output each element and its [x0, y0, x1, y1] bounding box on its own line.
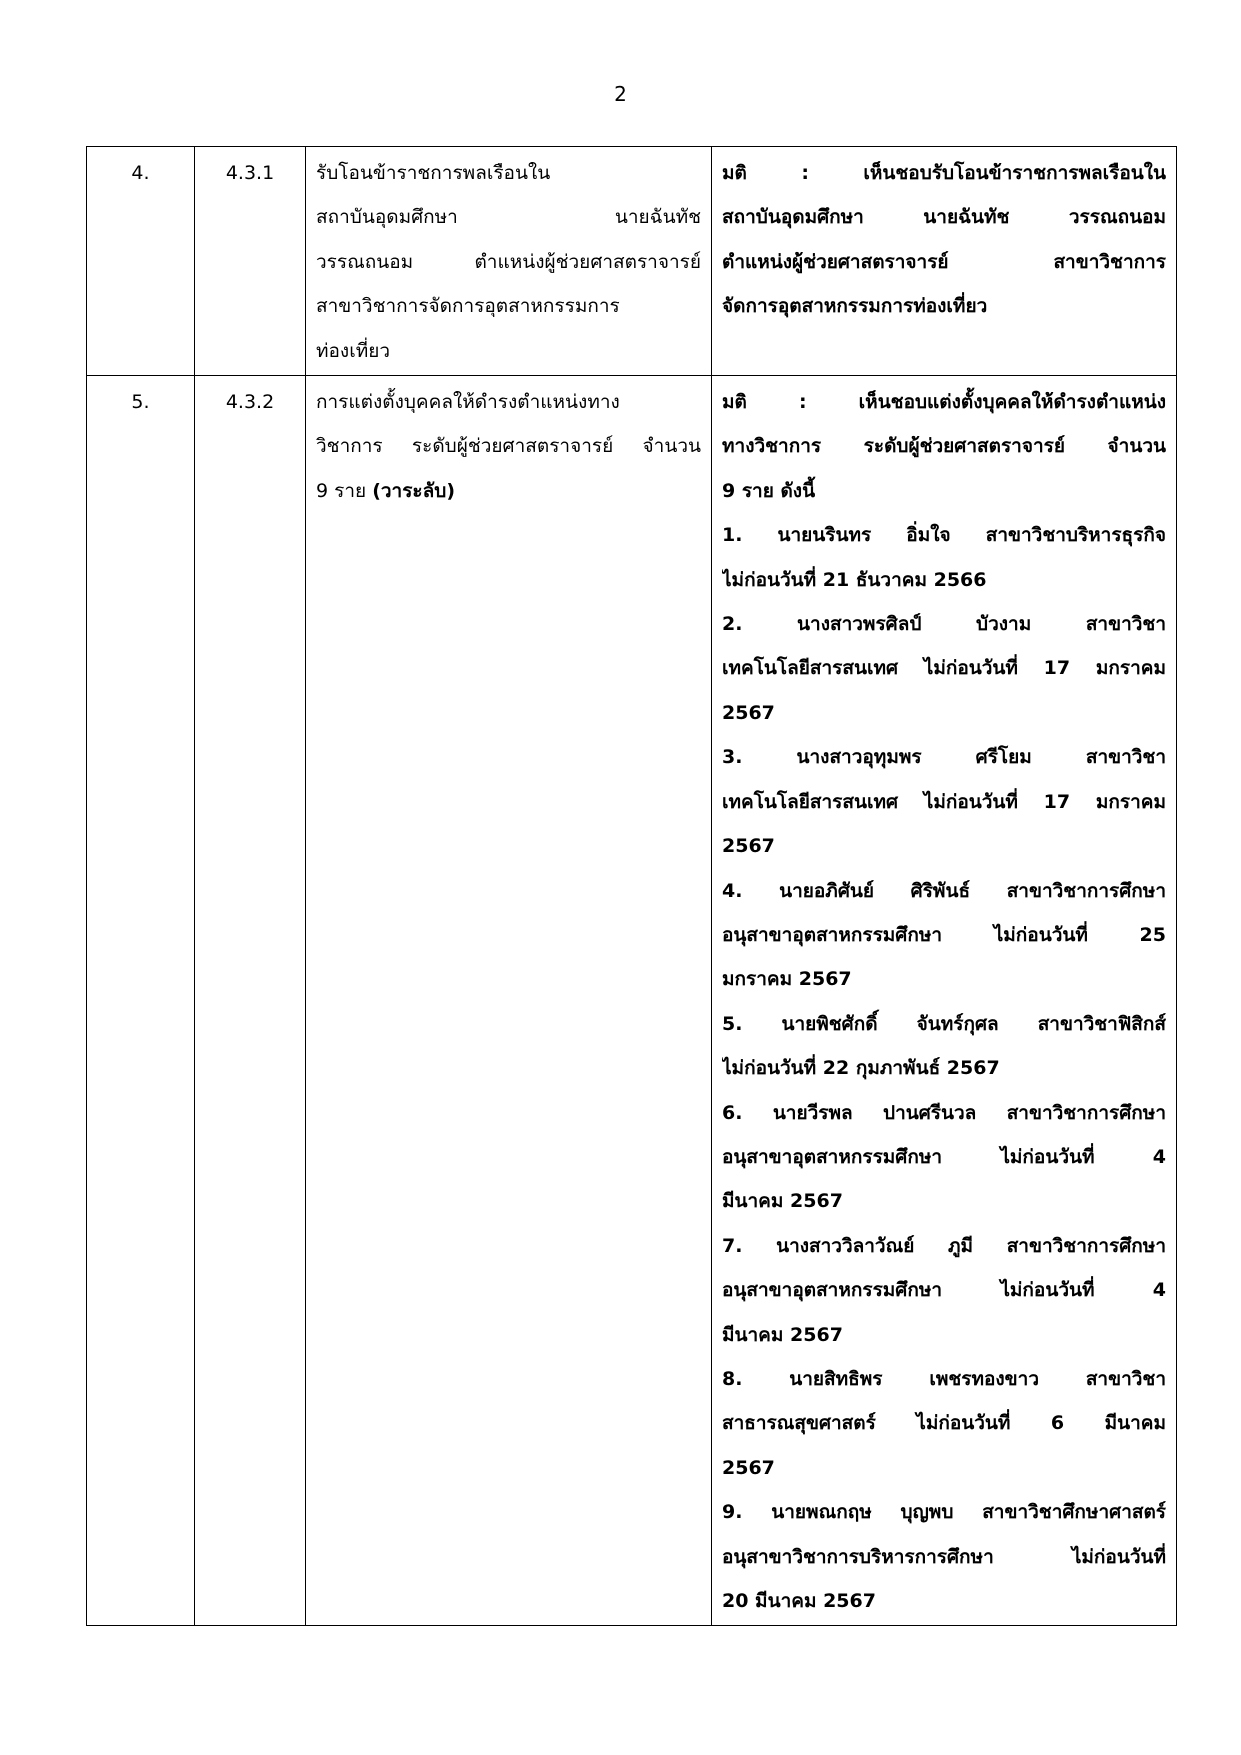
- resolution-line: 2567: [722, 1456, 775, 1479]
- minutes-table: [86, 146, 1177, 1626]
- resolution-line: 9 ราย ดังนี้: [722, 479, 816, 502]
- resolution-line: 6. นายวีรพล ปานศรีนวล สาขาวิชาการศึกษา: [722, 1101, 1166, 1124]
- page-number: 2: [614, 82, 627, 106]
- resolution-line: 3. นางสาวอุทุมพร ศรีโยม สาขาวิชา: [722, 746, 1166, 769]
- row-number: 5.: [87, 376, 195, 1626]
- resolution-line: ทางวิชาการ ระดับผู้ช่วยศาสตราจารย์ จำนวน: [722, 435, 1166, 458]
- agenda-number: 4.3.1: [195, 147, 306, 376]
- resolution-line: ตำแหน่งผู้ช่วยศาสตราจารย์ สาขาวิชาการ: [722, 250, 1166, 273]
- resolution-line: อนุสาขาวิชาการบริหารการศึกษา ไม่ก่อนวันที่: [722, 1545, 1166, 1568]
- resolution-line: 4. นายอภิศันย์ ศิริพันธ์ สาขาวิชาการศึกษา: [722, 879, 1166, 902]
- topic-line: สถาบันอุดมศึกษา นายฉันทัช: [316, 206, 701, 229]
- resolution-line: เทคโนโลยีสารสนเทศ ไม่ก่อนวันที่ 17 มกราคม: [722, 657, 1166, 680]
- topic-line: การแต่งตั้งบุคคลให้ดำรงตำแหน่งทาง: [316, 391, 620, 414]
- resolution-line: 1. นายนรินทร อิ่มใจ สาขาวิชาบริหารธุรกิจ: [722, 524, 1166, 547]
- resolution-line: 5. นายพิชศักดิ์ จันทร์กุศล สาขาวิชาฟิสิกส์: [722, 1012, 1166, 1035]
- resolution: [712, 147, 1177, 376]
- resolution-line: อนุสาขาอุตสาหกรรมศึกษา ไม่ก่อนวันที่ 4: [722, 1279, 1166, 1302]
- resolution-line: 7. นางสาววิลาวัณย์ ภูมี สาขาวิชาการศึกษา: [722, 1234, 1166, 1257]
- topic-line: วรรณถนอม ตำแหน่งผู้ช่วยศาสตราจารย์: [316, 250, 701, 273]
- resolution-line: สาธารณสุขศาสตร์ ไม่ก่อนวันที่ 6 มีนาคม: [722, 1412, 1166, 1435]
- resolution-line: มีนาคม 2567: [722, 1323, 843, 1346]
- resolution-line: เทคโนโลยีสารสนเทศ ไม่ก่อนวันที่ 17 มกราคม: [722, 790, 1166, 813]
- resolution: [712, 376, 1177, 1626]
- topic-line-text: 9 ราย: [316, 479, 373, 502]
- topic-line: [316, 469, 701, 513]
- resolution-line: ไม่ก่อนวันที่ 21 ธันวาคม 2566: [722, 568, 987, 591]
- resolution-line: อนุสาขาอุตสาหกรรมศึกษา ไม่ก่อนวันที่ 4: [722, 1145, 1166, 1168]
- table-row-4: [87, 147, 1177, 376]
- resolution-line: 9. นายพณกฤษ บุญพบ สาขาวิชาศึกษาศาสตร์: [722, 1501, 1166, 1524]
- row-number: 4.: [87, 147, 195, 376]
- resolution-line: 2567: [722, 701, 775, 724]
- resolution-line: ไม่ก่อนวันที่ 22 กุมภาพันธ์ 2567: [722, 1057, 1000, 1080]
- resolution-line: มกราคม 2567: [722, 968, 852, 991]
- confidential-label: (วาระลับ): [372, 479, 456, 502]
- resolution-line: จัดการอุตสาหกรรมการท่องเที่ยว: [722, 295, 988, 318]
- topic-line: ท่องเที่ยว: [316, 339, 391, 362]
- agenda-topic: [306, 376, 712, 1626]
- resolution-line: 2567: [722, 835, 775, 858]
- topic-line: รับโอนข้าราชการพลเรือนใน: [316, 162, 551, 184]
- topic-line: วิชาการ ระดับผู้ช่วยศาสตราจารย์ จำนวน: [316, 435, 701, 458]
- agenda-number: 4.3.2: [195, 376, 306, 1626]
- agenda-topic: [306, 147, 712, 376]
- table-row-5: [87, 376, 1177, 1626]
- resolution-line: 8. นายสิทธิพร เพชรทองขาว สาขาวิชา: [722, 1367, 1166, 1390]
- resolution-line: 2. นางสาวพรศิลป์ บัวงาม สาขาวิชา: [722, 613, 1166, 636]
- resolution-line: สถาบันอุดมศึกษา นายฉันทัช วรรณถนอม: [722, 206, 1166, 229]
- resolution-line: มีนาคม 2567: [722, 1190, 843, 1213]
- topic-line: สาขาวิชาการจัดการอุตสาหกรรมการ: [316, 295, 620, 318]
- resolution-line: มติ : เห็นชอบรับโอนข้าราชการพลเรือนใน: [722, 162, 1166, 184]
- resolution-line: อนุสาขาอุตสาหกรรมศึกษา ไม่ก่อนวันที่ 25: [722, 923, 1166, 946]
- resolution-line: มติ : เห็นชอบแต่งตั้งบุคคลให้ดำรงตำแหน่ง: [722, 391, 1166, 414]
- resolution-line: 20 มีนาคม 2567: [722, 1590, 876, 1612]
